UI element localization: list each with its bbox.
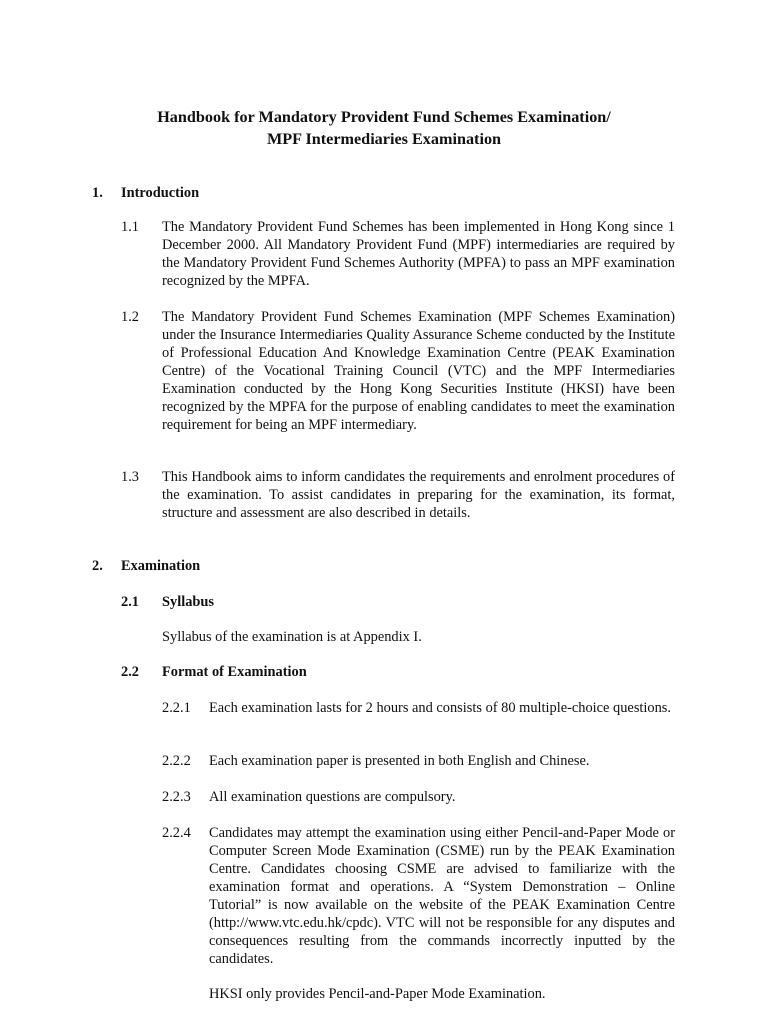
item-number: 1.3 [121, 469, 139, 485]
section-number: 2. [92, 558, 103, 574]
subsection-heading-format: Format of Examination [162, 664, 307, 680]
item-number: 1.2 [121, 309, 139, 325]
paragraph-1-1: The Mandatory Provident Fund Schemes has been implemented in Hong Kong since 1 December 2000. All Mandatory Provident Fund (MPF) intermediaries are required by the Mandatory Provident Fund Schemes Authority (MPFA) to pass an MPF examination recognized by the MPFA. [162, 219, 675, 289]
paragraph-1-2: The Mandatory Provident Fund Schemes Examination (MPF Schemes Examination) under the Insurance Intermediaries Quality Assurance Scheme conducted by the Institute of Professional Education And Knowledge Examination Centre (PEAK Examination Centre) of the Vocational Training Council (VTC) and the MPF Intermediaries Examination conducted by the Hong Kong Securities Institute (HKSI) have been recognized by the MPFA for the purpose of enabling candidates to meet the examination requirement for being an MPF intermediary. [162, 309, 675, 433]
document-title [0, 106, 768, 150]
subsection-number: 2.1 [121, 594, 139, 610]
item-number: 1.1 [121, 219, 139, 235]
section-heading-introduction: Introduction [121, 185, 200, 201]
paragraph-2-2-4-note: HKSI only provides Pencil-and-Paper Mode Examination. [209, 986, 546, 1002]
section-heading-examination: Examination [121, 558, 201, 574]
item-number: 2.2.3 [162, 789, 191, 805]
paragraph-2-2-2: Each examination paper is presented in both English and Chinese. [209, 753, 590, 769]
item-number: 2.2.2 [162, 753, 191, 769]
title-line-2: MPF Intermediaries Examination [266, 130, 502, 148]
paragraph-2-2-4: Candidates may attempt the examination using either Pencil-and-Paper Mode or Computer Screen Mode Examination (CSME) run by the PEAK Examination Centre. Candidates choosing CSME are advised to familiarize with the examination format and operations. A “System Demonstration – Online Tutorial” is now available on the website of the PEAK Examination Centre (http://www.vtc.edu.hk/cpdc). VTC will not be responsible for any disputes and consequences resulting from the commands incorrectly inputted by the candidates. [209, 825, 675, 967]
item-number: 2.2.1 [162, 700, 191, 716]
subsection-heading-syllabus: Syllabus [162, 594, 214, 610]
title-line-1: Handbook for Mandatory Provident Fund Schemes Examination/ [157, 108, 611, 126]
subsection-number: 2.2 [121, 664, 139, 680]
paragraph-2-2-3: All examination questions are compulsory. [209, 789, 456, 805]
paragraph-2-2-1: Each examination lasts for 2 hours and consists of 80 multiple-choice questions. [209, 700, 672, 716]
item-number: 2.2.4 [162, 825, 191, 841]
paragraph-1-3: This Handbook aims to inform candidates the requirements and enrolment procedures of the examination. To assist candidates in preparing for the examination, its format, structure and assessment are also described in details. [162, 469, 675, 521]
syllabus-text: Syllabus of the examination is at Appendix I. [162, 629, 422, 645]
section-number: 1. [92, 185, 103, 201]
